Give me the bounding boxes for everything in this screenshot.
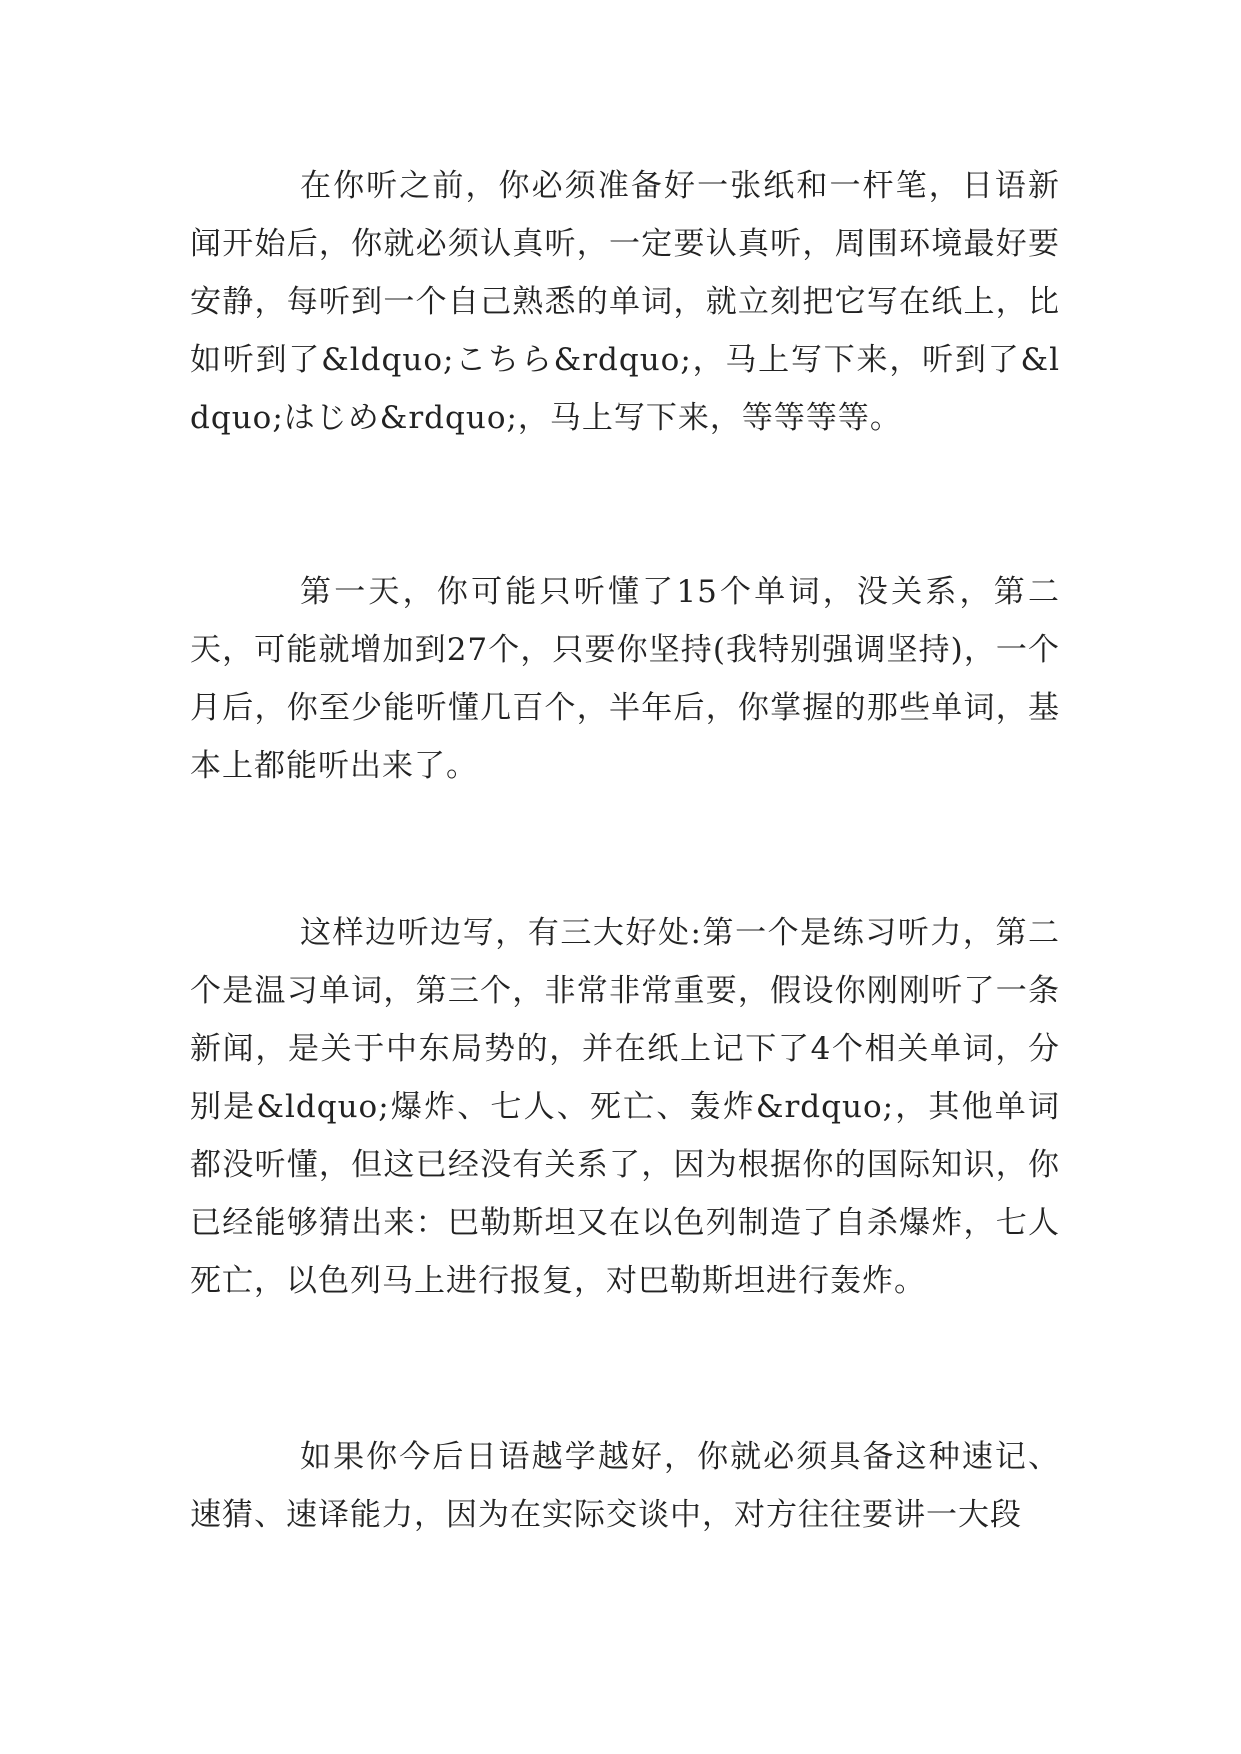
paragraph-3: 这样边听边写，有三大好处:第一个是练习听力，第二个是温习单词，第三个，非常非常重要，假设你刚刚听了一条新闻，是关于中东局势的，并在纸上记下了4个相关单词，分别是&ldquo;爆炸、七人、死亡、轰炸&rdquo;，其他单词都没听懂，但这已经没有关系了，因为根据你的国际知识，你已经能够猜出来：巴勒斯坦又在以色列制造了自杀爆炸，七人死亡，以色列马上进行报复，对巴勒斯坦进行轰炸。: [190, 915, 1060, 1299]
paragraph-2: 第一天，你可能只听懂了15个单词，没关系，第二天，可能就增加到27个，只要你坚持(我特别强调坚持)，一个月后，你至少能听懂几百个，半年后，你掌握的那些单词，基本上都能听出来了。: [190, 574, 1060, 784]
paragraph-1: 在你听之前，你必须准备好一张纸和一杆笔，日语新闻开始后，你就必须认真听，一定要认真听，周围环境最好要安静，每听到一个自己熟悉的单词，就立刻把它写在纸上，比如听到了&ldquo;こちら&rdquo;，马上写下来，听到了&ldquo;はじめ&rdquo;，马上写下来，等等等等。: [190, 168, 1060, 436]
paragraph-4: 如果你今后日语越学越好，你就必须具备这种速记、速猜、速译能力，因为在实际交谈中，对方往往要讲一大段: [190, 1439, 1060, 1533]
